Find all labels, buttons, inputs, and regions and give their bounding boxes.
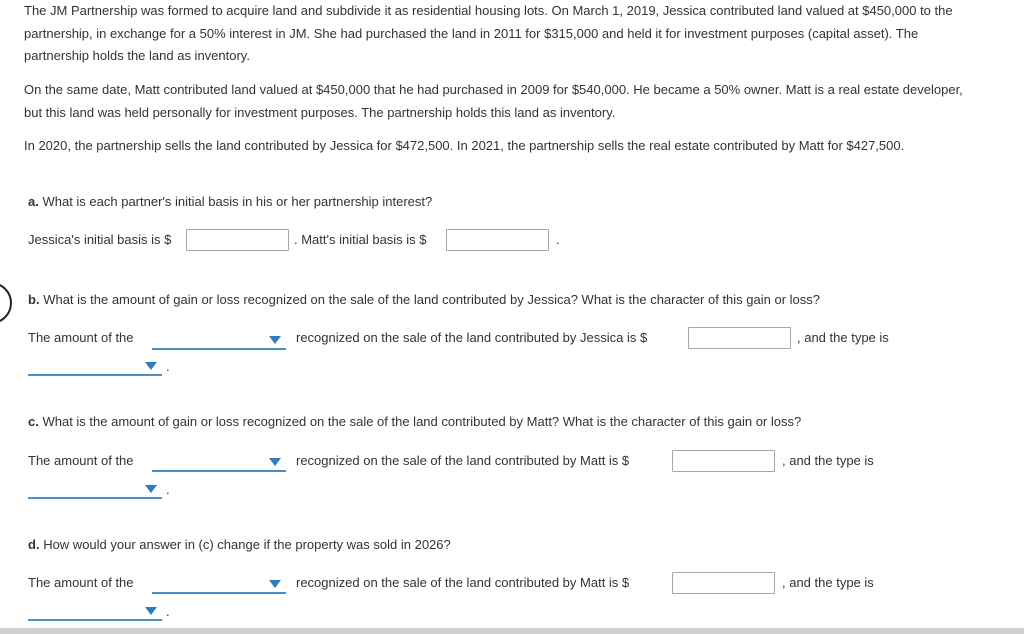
chevron-down-icon <box>269 336 281 344</box>
question-c <box>28 413 801 431</box>
part-b-period: . <box>166 359 170 374</box>
chevron-down-icon <box>145 485 157 493</box>
part-d-prefix: The amount of the <box>28 575 134 590</box>
part-b-amount-input[interactable] <box>688 327 791 349</box>
chevron-down-icon <box>145 607 157 615</box>
part-d-amount-input[interactable] <box>672 572 775 594</box>
part-b-type-select[interactable] <box>28 356 162 376</box>
question-c-letter: c. <box>28 414 39 429</box>
chevron-down-icon <box>269 458 281 466</box>
part-d-suffix: , and the type is <box>782 575 874 590</box>
part-b-middle: recognized on the sale of the land contributed by Jessica is $ <box>296 330 648 345</box>
intro-paragraph-2: On the same date, Matt contributed land valued at $450,000 that he had purchased in 2009 for $540,000. He became a 50% owner. Matt is a real estate developer, but this land was held personally for investment purposes. The partnership holds this land as inventory. <box>24 82 963 120</box>
part-c-suffix: , and the type is <box>782 453 874 468</box>
question-b-letter: b. <box>28 292 40 307</box>
part-c-period: . <box>166 482 170 497</box>
part-c-middle: recognized on the sale of the land contributed by Matt is $ <box>296 453 630 468</box>
part-b-prefix: The amount of the <box>28 330 134 345</box>
question-a-letter: a. <box>28 194 39 209</box>
question-a <box>28 193 432 211</box>
part-d-type-select[interactable] <box>28 601 162 621</box>
matt-basis-input[interactable] <box>446 229 549 251</box>
part-a-period: . <box>556 232 560 247</box>
part-c-amount-input[interactable] <box>672 450 775 472</box>
question-a-text: What is each partner's initial basis in his or her partnership interest? <box>42 194 433 209</box>
question-d-letter: d. <box>28 537 40 552</box>
question-b <box>28 291 820 309</box>
jessica-basis-label: Jessica's initial basis is $ <box>28 232 172 247</box>
intro-paragraph-1: The JM Partnership was formed to acquire land and subdivide it as residential housing lots. On March 1, 2019, Jessica contributed land valued at $450,000 to the partnership, in exchange for a 50% interest in JM. She had purchased the land in 2011 for $315,000 and held it for investment purposes (capital asset). The partnership holds the land as inventory. <box>24 3 953 63</box>
matt-basis-label: . Matt's initial basis is $ <box>294 232 427 247</box>
part-d-period: . <box>166 604 170 619</box>
part-c-type-select[interactable] <box>28 479 162 499</box>
question-d <box>28 536 451 554</box>
question-d-text: How would your answer in (c) change if the property was sold in 2026? <box>43 537 451 552</box>
chevron-down-icon <box>269 580 281 588</box>
chevron-down-icon <box>145 362 157 370</box>
part-b-suffix: , and the type is <box>797 330 889 345</box>
decorative-circle <box>0 282 12 324</box>
part-d-middle: recognized on the sale of the land contributed by Matt is $ <box>296 575 630 590</box>
part-c-prefix: The amount of the <box>28 453 134 468</box>
intro-paragraph-3: In 2020, the partnership sells the land contributed by Jessica for $472,500. In 2021, the partnership sells the real estate contributed by Matt for $427,500. <box>24 138 905 153</box>
jessica-basis-input[interactable] <box>186 229 289 251</box>
part-d-gain-loss-select[interactable] <box>152 574 286 594</box>
question-b-text: What is the amount of gain or loss recognized on the sale of the land contributed by Jessica? What is the character of this gain or loss? <box>43 292 821 307</box>
bottom-scroll-edge <box>0 628 1024 634</box>
part-c-gain-loss-select[interactable] <box>152 452 286 472</box>
question-c-text: What is the amount of gain or loss recognized on the sale of the land contributed by Matt? What is the character of this gain or loss? <box>42 414 802 429</box>
part-b-gain-loss-select[interactable] <box>152 330 286 350</box>
